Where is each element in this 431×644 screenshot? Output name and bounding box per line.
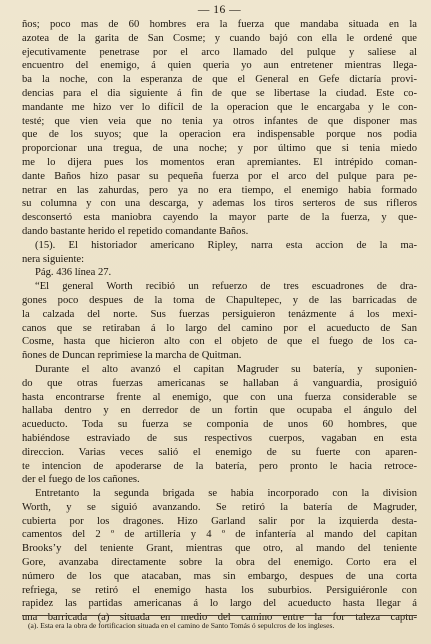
page-number: — 16 — <box>197 4 242 16</box>
text-line: encuentro del enemigo, á quien queria yo aun entretener mientras llega- <box>22 60 417 72</box>
text-line: hallaba dentro y en derredor de un fortin que ocupaba el ángulo del <box>22 405 417 417</box>
text-line: me lo dijera pues los momentos eran apremiantes. El intrépido coman- <box>22 156 417 168</box>
text-line: canos que se retiraban á lo largo del camino por el acueducto de San <box>22 322 417 334</box>
text-line: que de los suyos; que la operacion era indispensable porque nos podia <box>22 129 417 141</box>
text-line: nera siguiente: <box>22 253 85 265</box>
text-line: desconsertó esta maniobra cayendo la mayor parte de la fuerza, y que- <box>22 212 417 224</box>
text-line: una barricada (a) situada en medio del camino entre la for taleza captu- <box>22 612 417 624</box>
text-line: testé; que vien veia que no tenia ya otros infantes de que disponer mas <box>22 115 417 127</box>
text-line: número de los que atacaban, mas sin embargo, despues de una corta <box>22 570 417 582</box>
body-text <box>22 18 417 625</box>
footnote-divider <box>22 615 417 616</box>
text-line: (15). El historiador americano Ripley, narra esta accion de la ma- <box>35 239 417 251</box>
text-line: te intencion de apoderarse de la batería, pero pronto le hacia retroce- <box>22 460 417 472</box>
text-line: azotea de la garita de San Cosme; y cuando bajó con ella le ordené que <box>22 32 417 44</box>
text-line: dencias para el dia siguiente á fin de que se libertase la ciudad. Este co- <box>22 87 417 99</box>
text-line: Gore, avanzaba directamente sobre la obra del enemigo. Corto era el <box>22 557 417 569</box>
text-line: la calzada del norte. Sus fuerzas persiguieron tenázmente á los mexi- <box>22 308 417 320</box>
text-line: Brooks’y del teniente Grant, mientras que otro, al mando del teniente <box>22 543 417 555</box>
text-line: su columna y con una descarga, y ademas los tiros serteros de sus rifleros <box>22 198 417 210</box>
footnote: (a). Esta era la obra de fortificacion situada en el camino de Santo Tomás ó sepulcros de los ingleses. <box>28 621 335 630</box>
text-line: ños; poco mas de 60 hombres era la fuerza que mandaba situada en la <box>22 19 417 30</box>
text-line: camentos del 2 º de artillería y 4 º de infantería al mando del capitan <box>22 529 417 541</box>
text-line: Durante el alto avanzó el capitan Magruder su batería, y suponien- <box>35 363 417 375</box>
text-line: dando bastante herido el repetido comandante Baños. <box>22 225 249 237</box>
text-line: Worth, y se siguió avanzando. Se retiró la batería de Magruder, <box>22 501 417 513</box>
text-line: cubierta por los dragones. Hizo Garland salir por la izquierda desta- <box>22 515 417 527</box>
text-line: Cosme, hasta que hicieron alto con el objeto de que el fuego de los ca- <box>22 336 417 348</box>
text-line: der el fuego de los cañones. <box>22 474 140 486</box>
text-line: habiéndose estraviado de sus respectivos cuerpos, vagaban en esta <box>22 432 417 444</box>
text-line: mandante me hizo ver lo difícil de la operacion que le encargaba y le con- <box>22 101 417 113</box>
text-line: Pág. 436 línea 27. <box>35 267 112 279</box>
text-line: netrar en las zahurdas, pero ya no era tiempo, el enemigo habia formado <box>22 184 417 196</box>
text-line: Entretanto la segunda brigada se habia incorporado con la division <box>35 488 417 500</box>
text-line: ñones de Duncan reprimiese la marcha de Quitman. <box>22 350 242 362</box>
text-line: “El general Worth recibió un refuerzo de tres escuadrones de dra- <box>35 281 417 293</box>
text-line: direccion. Varias veces salió el enemigo de su fuerte con aparen- <box>22 446 417 458</box>
text-line: acueducto. Toda su fuerza se componia de unos 60 hombres, que <box>22 419 417 431</box>
text-line: ba la noche, con la esperanza de que el General en Gefe dictaría provi- <box>22 74 417 86</box>
text-line: rapidez las partidas americanas á lo largo del acueducto hasta llegar á <box>22 598 417 610</box>
text-line: ejecutivamente penetrase por el arco llamado del pulque y saliese al <box>22 46 417 58</box>
text-line: proporcionar una tregua, de una noche; y por último que si tenia miedo <box>22 143 417 155</box>
text-line: hasta encontrarse frente al enemigo, que con una fuerza considerable se <box>22 391 417 403</box>
text-line: do que otras fuerzas americanas se hallaban á vanguardia, prosiguió <box>22 377 417 389</box>
text-line: refriega, se retiró el enemigo hasta los suburbios. Persiguiéronle con <box>22 584 417 596</box>
text-line: dante Baños hizo pasar su pequeña fuerza por el arco del pulque para pe- <box>22 170 417 182</box>
text-line: gones poco despues de la toma de Chapultepec, y de las barricadas de <box>22 294 417 306</box>
